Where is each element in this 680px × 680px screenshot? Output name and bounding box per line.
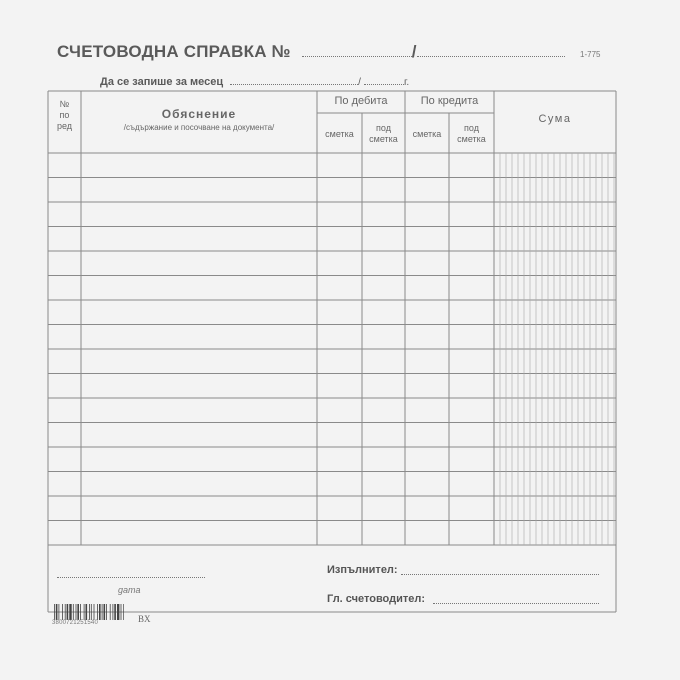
col-description-title: Обяснение <box>161 107 237 121</box>
chief-accountant-label: Гл. счетоводител: <box>327 593 426 605</box>
barcode-icon <box>54 604 124 620</box>
barcode-bar <box>59 604 60 620</box>
barcode-bar <box>123 604 124 620</box>
month-separator: / <box>358 77 361 88</box>
form-code: 1-775 <box>580 50 601 59</box>
col-description-subtitle: /съдържание и посочване на документа/ <box>123 123 275 132</box>
brand-signature-line <box>57 577 205 578</box>
credit-account-header: сметка <box>412 129 442 139</box>
barcode-bar <box>114 604 116 620</box>
debit-subaccount-line2: сметка <box>369 134 398 144</box>
title-separator: / <box>411 42 417 61</box>
barcode-bar <box>121 604 122 620</box>
barcode-bar <box>67 604 69 620</box>
credit-group-header: По кредита <box>420 95 479 107</box>
month-label: Да се запише за месец <box>100 76 224 88</box>
barcode-bar <box>91 604 92 620</box>
amount-header: Сума <box>538 113 572 125</box>
barcode-bar <box>62 604 63 620</box>
barcode-bar <box>77 604 79 620</box>
barcode-bar <box>110 604 111 620</box>
col-number-line2: по <box>59 110 70 120</box>
barcode-bar <box>99 604 101 620</box>
barcode-bar <box>106 604 107 620</box>
barcode-bar <box>117 604 119 620</box>
barcode-bar <box>54 604 55 620</box>
form-title: СЧЕТОВОДНА СПРАВКА № <box>57 42 291 61</box>
year-suffix: г. <box>403 77 410 88</box>
credit-subaccount-line1: под <box>464 123 479 133</box>
barcode-bar <box>80 604 81 620</box>
barcode-bar <box>76 604 77 620</box>
col-number-header <box>48 99 81 132</box>
debit-group-header: По дебита <box>334 95 388 107</box>
barcode-number: 3800721251540 <box>52 620 98 626</box>
barcode-bar <box>73 604 74 620</box>
barcode-bar <box>84 604 85 620</box>
credit-subaccount-line2: сметка <box>457 134 486 144</box>
barcode-bar <box>94 604 95 620</box>
debit-subaccount-header <box>362 123 405 145</box>
col-number-line3: ред <box>56 121 73 131</box>
barcode-bar <box>104 604 106 620</box>
executor-label: Изпълнител: <box>327 564 398 576</box>
barcode-bar <box>89 604 90 620</box>
barcode-bar <box>56 604 58 620</box>
barcode-bar <box>97 604 98 620</box>
col-number-line1: № <box>59 99 70 109</box>
credit-subaccount-header <box>449 123 494 145</box>
print-mark: BX <box>138 614 151 624</box>
barcode-bar <box>102 604 103 620</box>
brand-name: gama <box>118 585 141 595</box>
executor-field[interactable] <box>401 574 599 575</box>
barcode-bar <box>113 604 114 620</box>
col-description-header <box>81 109 317 133</box>
debit-subaccount-line1: под <box>376 123 391 133</box>
debit-account-header: сметка <box>325 129 354 139</box>
barcode-bar <box>86 604 88 620</box>
barcode-bar <box>65 604 66 620</box>
barcode-bar <box>69 604 71 620</box>
chief-accountant-field[interactable] <box>433 603 599 604</box>
